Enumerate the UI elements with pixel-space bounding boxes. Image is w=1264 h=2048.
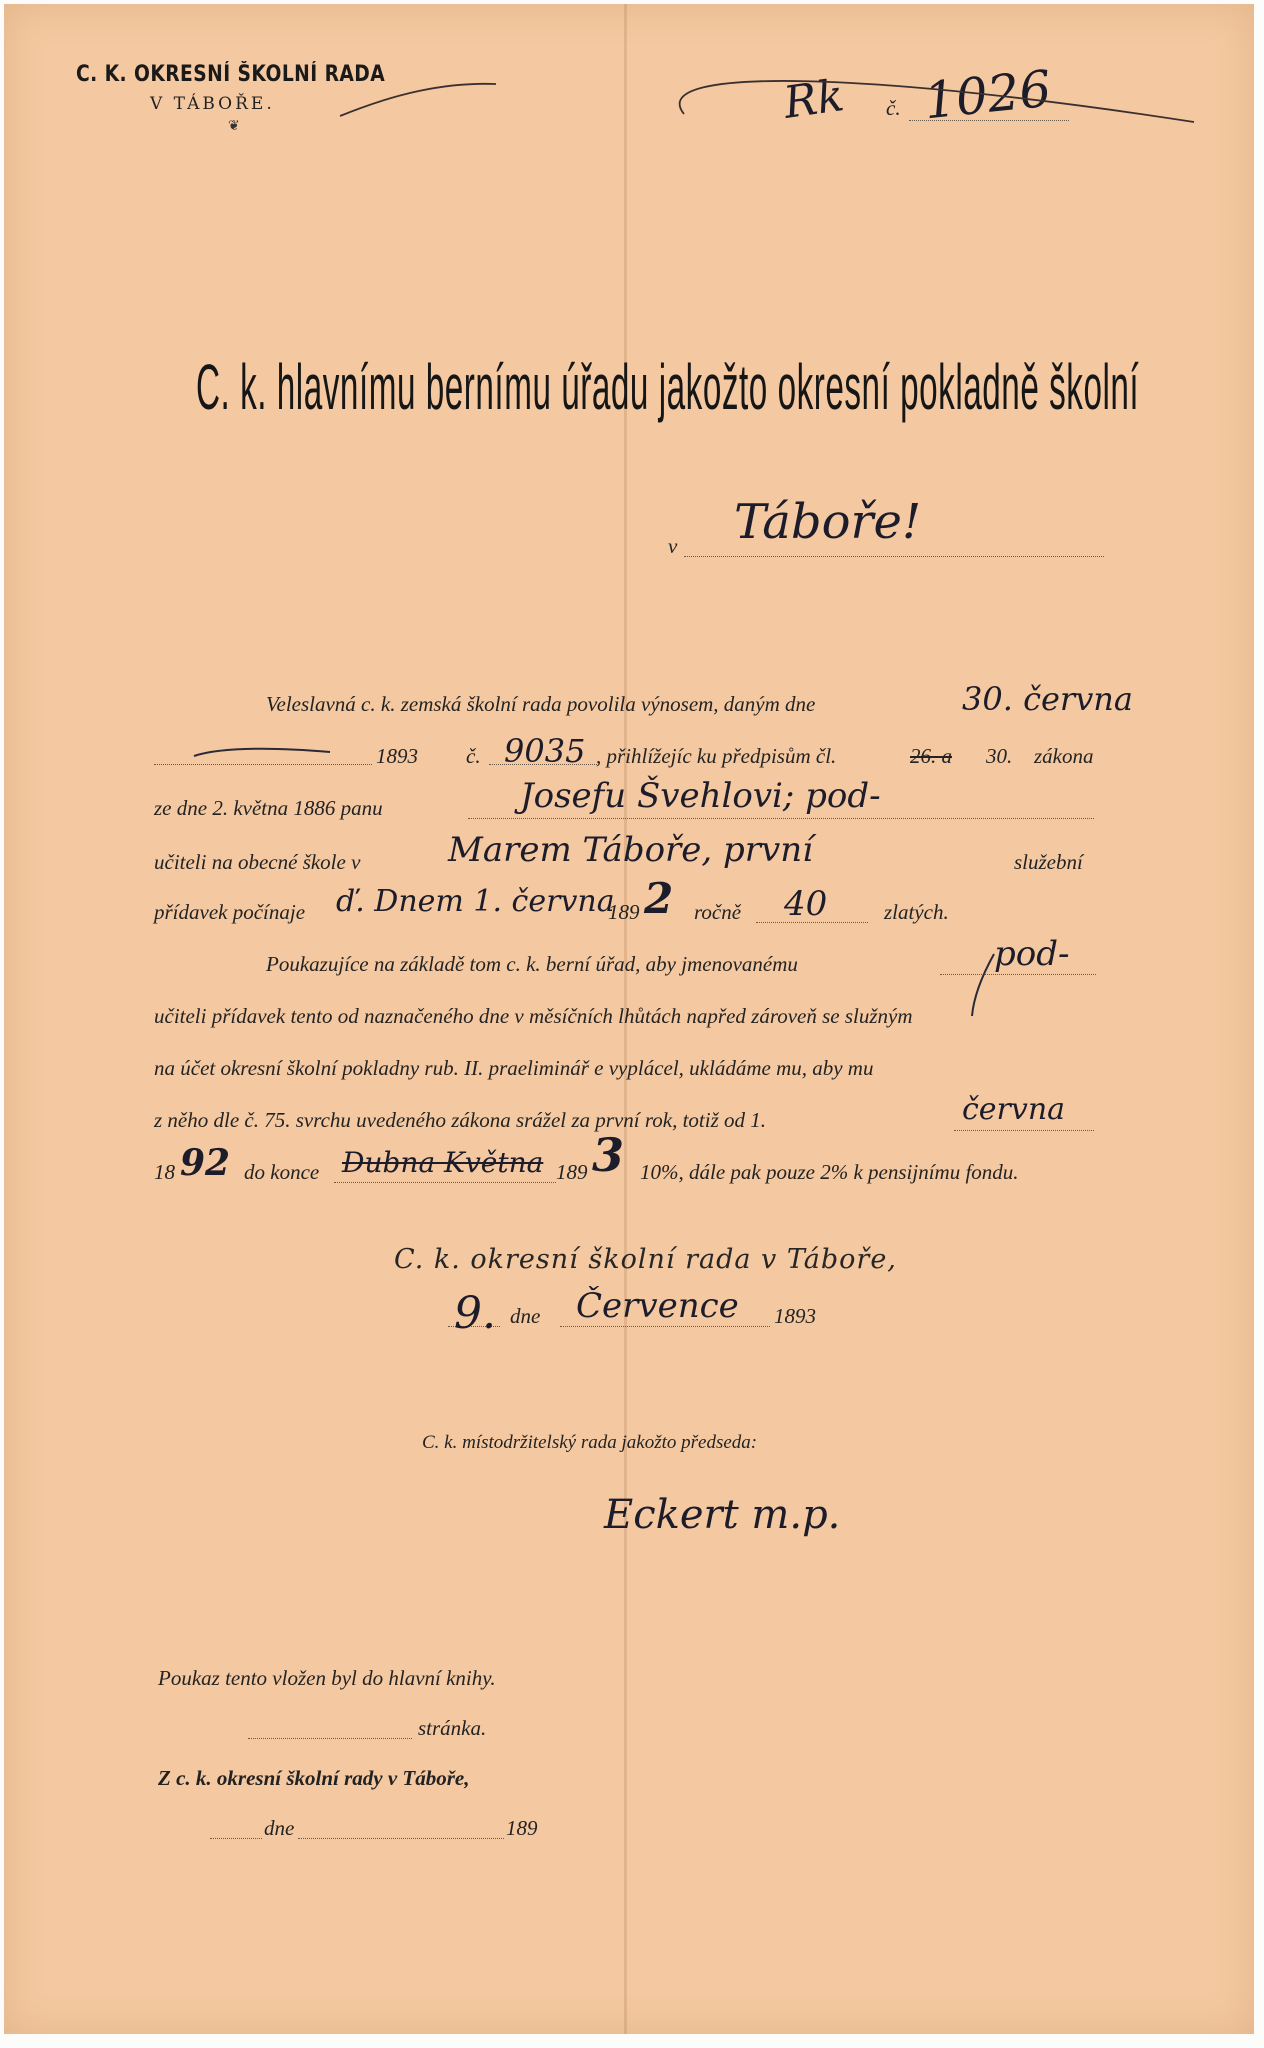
body-line-4-hand: Marem Táboře, první — [448, 830, 814, 870]
body-line-10-hand-b: Dubna Května — [342, 1146, 544, 1179]
ornament: ❦ — [228, 118, 240, 134]
dash-stroke — [194, 749, 330, 756]
body-line-6: Poukazujíce na základě tom c. k. berní úřad, aby jmenovanému — [266, 952, 798, 976]
sign-year: 1893 — [774, 1304, 816, 1328]
location-handwritten: Táboře! — [734, 494, 922, 550]
footer-dne: dne — [264, 1816, 295, 1840]
body-line-3-hand: Josefu Švehlovi; pod- — [520, 776, 881, 816]
body-line-1-hand: 30. června — [962, 680, 1133, 718]
body-line-7: učiteli přídavek tento od naznačeného dne v měsíčních lhůtách napřed zároveň se služným — [154, 1004, 913, 1028]
body-line-2-end: zákona — [1034, 744, 1094, 768]
body-line-5-rocne: ročně — [694, 900, 742, 924]
header-city: V TÁBOŘE. — [150, 94, 275, 114]
body-line-2-text: , přihlížejíc ku předpisům čl. — [596, 744, 837, 768]
handwriting-strokes — [4, 4, 1254, 2034]
body-line-10-year-a: 18 — [154, 1160, 175, 1184]
body-line-9: z něho dle č. 75. svrchu uvedeného zákona srážel za první rok, totiž od 1. — [154, 1108, 767, 1132]
footer-line-1: Poukaz tento vložen byl do hlavní knihy. — [158, 1666, 496, 1690]
signature: Eckert m.p. — [604, 1492, 841, 1538]
body-line-10-hand-a: 92 — [180, 1142, 231, 1184]
paper-sheet — [4, 4, 1254, 2034]
sign-chair: C. k. místodržitelský rada jakožto předseda: — [422, 1432, 758, 1453]
body-line-2-num: 30. — [986, 744, 1013, 768]
footer-year: 189 — [506, 1816, 538, 1840]
body-line-5-amount: 40 — [784, 884, 828, 924]
footer-line-3: Z c. k. okresní školní rady v Táboře, — [158, 1766, 470, 1790]
sign-dne: dne — [510, 1304, 541, 1328]
body-line-4-end: služební — [1014, 850, 1083, 874]
body-line-10-end: 10%, dále pak pouze 2% k pensijnímu fondu. — [640, 1160, 1019, 1184]
header-org: C. K. OKRESNÍ ŠKOLNÍ RADA — [76, 62, 386, 87]
body-line-8: na účet okresní školní pokladny rub. II. praeliminář e vyplácel, ukládáme mu, aby mu — [154, 1056, 874, 1080]
number-handwritten: 1026 — [921, 59, 1054, 131]
bracket-stroke — [972, 954, 994, 1016]
body-line-2-c: č. — [466, 744, 481, 768]
body-line-1: Veleslavná c. k. zemská školní rada povolila výnosem, daným dne — [266, 692, 816, 716]
body-line-5-year-hand: 2 — [644, 874, 674, 923]
body-line-10-year-b: 189 — [556, 1160, 588, 1184]
body-line-5: přídavek počínaje — [154, 900, 306, 924]
body-line-5-end: zlatých. — [884, 900, 949, 924]
header-paraph — [340, 84, 496, 116]
header-swoosh — [680, 81, 1194, 122]
body-line-9-hand: června — [962, 1092, 1066, 1127]
body-line-2-struck: 26. a — [910, 744, 952, 768]
body-line-6-hand: pod- — [994, 934, 1070, 974]
location-prefix: v — [668, 534, 678, 558]
body-line-4: učiteli na obecné škole v — [154, 850, 361, 874]
body-line-10-hand-c: 3 — [592, 1128, 625, 1182]
document-title: C. k. hlavnímu bernímu úřadu jakožto okresní pokladně školní — [196, 351, 1140, 423]
body-line-2-year: 1893 — [376, 744, 418, 768]
sign-month-hand: Července — [576, 1286, 739, 1326]
footer-line-2: stránka. — [418, 1716, 487, 1740]
sign-day-hand: 9. — [454, 1288, 496, 1339]
body-line-3: ze dne 2. května 1886 panu — [154, 796, 383, 820]
handwritten-mark: Rk — [780, 70, 848, 129]
body-line-2-hand: 9035 — [504, 732, 586, 770]
sign-org: C. k. okresní školní rada v Táboře, — [394, 1244, 897, 1275]
body-line-5-hand: ď. Dnem 1. června — [336, 884, 615, 919]
number-prefix: č. — [886, 96, 901, 120]
body-line-5-year: 189 — [608, 900, 640, 924]
body-line-10-mid: do konce — [244, 1160, 320, 1184]
